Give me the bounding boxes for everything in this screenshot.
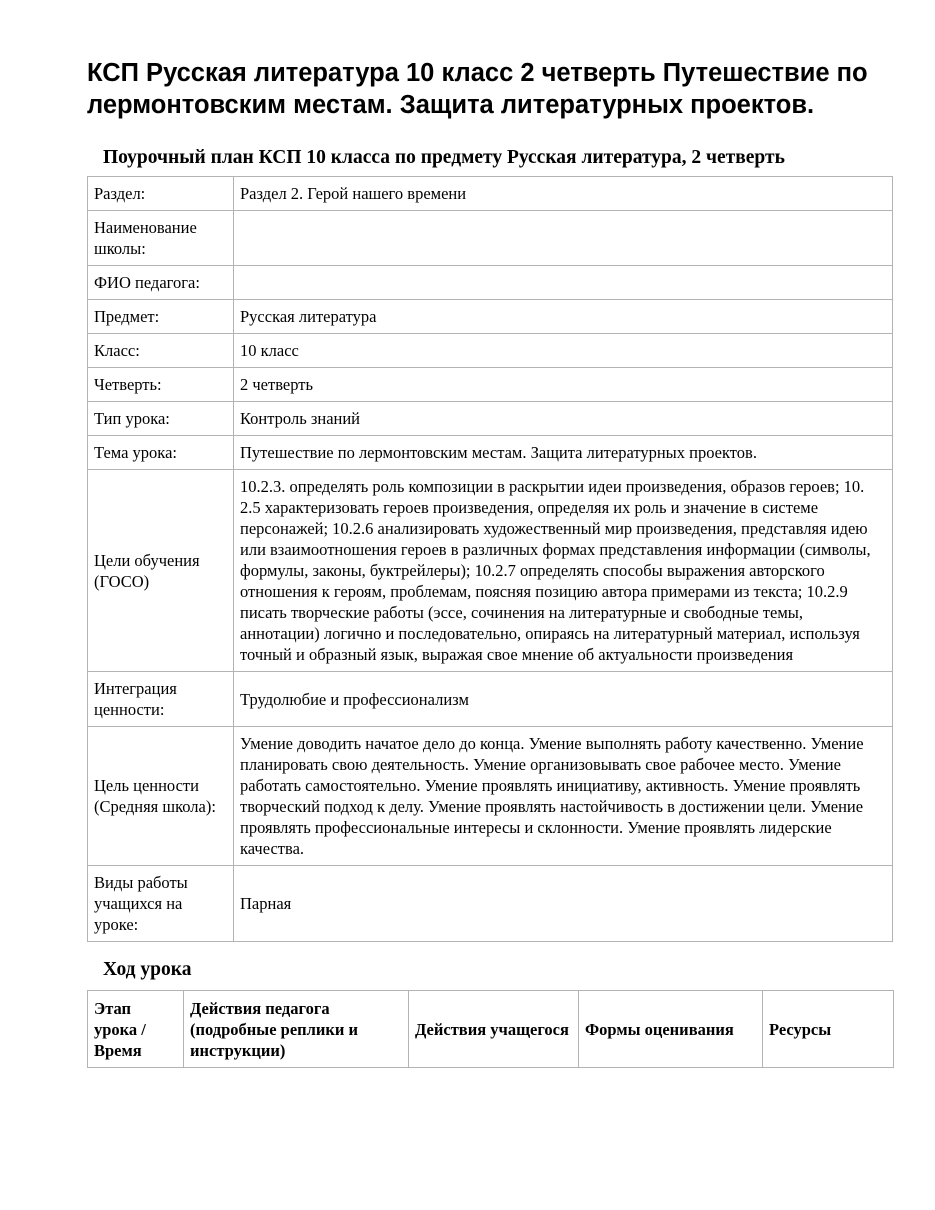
table-header-row xyxy=(88,991,894,1068)
lesson-heading: Ход урока xyxy=(103,959,192,980)
row-label: Класс: xyxy=(88,334,234,368)
document-title: КСП Русская литература 10 класс 2 четверть Путешествие по лермонтовским местам. Защита литературных проектов. xyxy=(87,59,868,119)
table-row xyxy=(88,672,893,727)
row-label: Четверть: xyxy=(88,368,234,402)
table-row xyxy=(88,866,893,942)
row-label: Предмет: xyxy=(88,300,234,334)
table-row xyxy=(88,334,893,368)
row-label: Тип урока: xyxy=(88,402,234,436)
document-page xyxy=(87,58,893,1068)
row-value: Контроль знаний xyxy=(234,402,893,436)
table-row xyxy=(88,211,893,266)
row-label: Виды работы учащихся на уроке: xyxy=(88,866,234,942)
row-value: Умение доводить начатое дело до конца. Умение выполнять работу качественно. Умение планировать свою деятельность. Умение организовывать свое рабочее место. Умение работать самостоятельно. Умение проявлять инициативу, активность. Умение проявлять творческий подход к делу. Умение проявлять настойчивость в достижении цели. Умение проявлять профессиональные интересы и склонности. Умение проявлять лидерские качества. xyxy=(234,727,893,866)
table-row xyxy=(88,402,893,436)
table-row xyxy=(88,470,893,672)
row-label: Цель ценности (Средняя школа): xyxy=(88,727,234,866)
row-value xyxy=(234,266,893,300)
row-label: ФИО педагога: xyxy=(88,266,234,300)
row-value: Трудолюбие и профессионализм xyxy=(234,672,893,727)
column-header-resources: Ресурсы xyxy=(763,991,894,1068)
lesson-progress-table xyxy=(87,990,894,1068)
row-value: Раздел 2. Герой нашего времени xyxy=(234,177,893,211)
column-header-teacher-actions: Действия педагога (подробные реплики и инструкции) xyxy=(184,991,409,1068)
column-header-student-actions: Действия учащегося xyxy=(409,991,579,1068)
row-value: Парная xyxy=(234,866,893,942)
plan-heading: Поурочный план КСП 10 класса по предмету Русская литература, 2 четверть xyxy=(103,147,785,168)
table-row xyxy=(88,300,893,334)
row-label: Тема урока: xyxy=(88,436,234,470)
row-value xyxy=(234,211,893,266)
table-row xyxy=(88,177,893,211)
table-row xyxy=(88,436,893,470)
row-value: Путешествие по лермонтовским местам. Защита литературных проектов. xyxy=(234,436,893,470)
table-row xyxy=(88,368,893,402)
column-header-assessment: Формы оценивания xyxy=(579,991,763,1068)
row-label: Наименование школы: xyxy=(88,211,234,266)
lesson-info-table xyxy=(87,176,893,942)
row-value: 2 четверть xyxy=(234,368,893,402)
column-header-stage: Этап урока / Время xyxy=(88,991,184,1068)
table-row xyxy=(88,266,893,300)
row-label: Раздел: xyxy=(88,177,234,211)
row-label: Цели обучения (ГОСО) xyxy=(88,470,234,672)
row-value: 10 класс xyxy=(234,334,893,368)
row-value: 10.2.3. определять роль композиции в раскрытии идеи произведения, образов героев; 10. 2.5 характеризовать героев произведения, определяя их роль и значение в системе персонажей; 10.2.6 анализировать художественный мир произведения, представляя идею или взаимоотношения героев в различных формах представления информации (символы, формулы, законы, буктрейлеры); 10.2.7 определять способы выражения авторского отношения к героям, проблемам, поясняя позицию автора примерами из текста; 10.2.9 писать творческие работы (эссе, сочинения на литературные и свободные темы, аннотации) логично и последовательно, опираясь на литературный материал, используя точный и образный язык, выражая свое мнение об актуальности произведения xyxy=(234,470,893,672)
row-label: Интеграция ценности: xyxy=(88,672,234,727)
table-row xyxy=(88,727,893,866)
row-value: Русская литература xyxy=(234,300,893,334)
